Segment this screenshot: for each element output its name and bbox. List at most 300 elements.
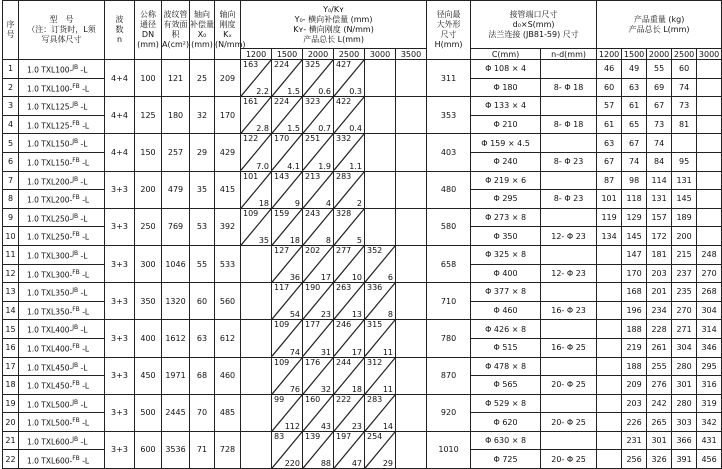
model-prefix: 1.0 TXL300- [27,251,73,261]
weight-cell: 301 [672,376,697,395]
yk-cell [241,283,272,320]
yk-cell [365,208,396,245]
ky-value: 43 [320,421,331,431]
weight-cell [672,134,697,153]
c-cell: Φ 133 × 4 [471,97,541,116]
model-end: -L [78,251,88,261]
weight-cell [597,413,622,432]
weight-cell: 181 [647,245,672,264]
area-cell: 769 [162,208,190,245]
weight-cell [697,171,722,190]
model-cell [19,283,105,302]
header-weight: 产品重量 (kg) 产品总长 L(mm) [597,1,722,49]
area-cell: 257 [162,134,190,171]
weight-cell: 256 [622,450,647,469]
weight-cell: 189 [672,208,697,227]
model-suffix: FB [72,305,80,313]
ky-value: 23 [320,310,331,320]
table-row [3,394,722,413]
ky-value: 10 [351,273,362,283]
yk-cell [334,283,365,320]
header-length-2500: 2500 [334,49,365,60]
weight-cell: 67 [597,152,622,171]
nd-cell: 20- Φ 25 [541,413,597,432]
model-cell [19,60,105,79]
yk-cell [396,134,427,171]
header-c-mm: C(mm) [471,49,541,60]
header-n-d: n-d(mm) [541,49,597,60]
weight-cell: 219 [622,338,647,357]
weight-cell: 73 [672,97,697,116]
model-end: -L [79,195,90,205]
model-prefix: 1.0 TXL100- [27,65,73,75]
yk-cell [272,134,303,171]
weight-cell: 203 [647,264,672,283]
ky-value: 14 [382,421,393,431]
yo-value: 254 [367,431,383,441]
weight-cell: 280 [672,394,697,413]
yk-cell [303,394,334,431]
yk-cell [334,134,365,171]
yo-value: 161 [243,97,259,107]
header-length-1500: 1500 [272,49,303,60]
max-od-cell: 353 [427,97,471,134]
model-cell [19,190,105,209]
weight-cell: 196 [622,301,647,320]
weight-cell [597,376,622,395]
area-cell: 2445 [162,394,190,431]
header-model: 型 号 （注：订货时，L须 写具体尺寸 [19,1,105,60]
yk-cell [303,431,334,468]
model-prefix: 1.0 TXL450- [27,363,73,373]
model-end: -L [79,418,90,428]
yk-cell [334,60,365,97]
c-cell: Φ 515 [471,338,541,357]
model-end: -L [78,65,88,75]
yk-cell [396,171,427,208]
table-row [3,134,722,153]
header-yk-line: 产品总长 L(mm) [303,34,364,44]
model-prefix: 1.0 TXL600- [27,456,73,466]
weight-cell: 49 [622,60,647,79]
weight-cell: 170 [622,264,647,283]
yo-value: 122 [243,134,259,144]
weight-cell: 74 [622,152,647,171]
yk-cell [396,245,427,282]
yo-value: 101 [243,171,259,181]
axial-comp-cell: 29 [190,134,215,171]
ky-value: 112 [284,421,300,431]
yo-value: 160 [305,394,321,404]
yk-cell [303,60,334,97]
weight-cell: 84 [647,152,672,171]
max-od-cell: 870 [427,357,471,394]
yk-cell [241,394,272,431]
yo-value: 224 [274,60,290,69]
row-number: 3 [3,97,19,116]
weight-cell [597,320,622,339]
header-seq: 序 号 [3,1,19,60]
weight-cell: 129 [622,208,647,227]
axial-comp-cell: 71 [190,431,215,468]
model-prefix: 1.0 TXL200- [27,195,73,205]
model-suffix: FB [72,157,80,165]
yo-value: 177 [305,320,321,330]
row-number: 16 [3,338,19,357]
dn-cell: 500 [135,394,162,431]
c-cell: Φ 108 × 4 [471,60,541,79]
spec-table [2,0,722,469]
yk-cell [396,394,427,431]
model-prefix: 1.0 TXL300- [27,270,73,280]
area-cell: 1971 [162,357,190,394]
weight-cell: 87 [597,171,622,190]
nd-cell [541,283,597,302]
yo-value: 99 [274,394,285,404]
c-cell: Φ 240 [471,152,541,171]
weight-cell: 276 [647,376,672,395]
dn-cell: 450 [135,357,162,394]
ky-value: 11 [382,347,393,357]
axial-stiff-cell: 460 [215,357,241,394]
header-yo-ky [241,1,427,49]
axial-stiff-cell: 392 [215,208,241,245]
weight-cell [697,78,722,97]
yo-value: 224 [274,97,290,107]
weight-cell: 314 [697,320,722,339]
model-end: -L [78,177,88,187]
model-prefix: 1.0 TXL100- [27,84,73,94]
row-number: 20 [3,413,19,432]
model-cell [19,450,105,469]
row-number: 9 [3,208,19,227]
model-cell [19,115,105,134]
weight-cell [597,431,622,450]
ky-value: 88 [320,459,331,469]
weight-cell: 391 [672,450,697,469]
ky-value: 2.2 [256,87,269,97]
c-cell: Φ 478 × 8 [471,357,541,376]
weight-cell: 326 [647,450,672,469]
weight-cell: 57 [597,97,622,116]
max-od-cell: 710 [427,283,471,320]
weight-cell: 203 [622,394,647,413]
header-length-1200: 1200 [241,49,272,60]
yo-value: 127 [274,245,290,255]
yo-value: 244 [336,357,352,367]
axial-stiff-cell: 170 [215,97,241,134]
yo-value: 332 [336,134,352,144]
model-cell [19,413,105,432]
weight-cell: 95 [672,152,697,171]
model-prefix: 1.0 TXL450- [27,381,73,391]
axial-comp-cell: 70 [190,394,215,431]
row-number: 8 [3,190,19,209]
model-cell [19,394,105,413]
nd-cell: 8- Φ 18 [541,78,597,97]
weight-cell: 73 [647,115,672,134]
c-cell: Φ 350 [471,227,541,246]
ky-value: 4 [325,198,331,208]
weight-cell [597,283,622,302]
weight-cell [697,208,722,227]
model-suffix: FB [72,454,80,462]
yo-value: 315 [367,320,383,330]
ky-value: 1.5 [287,124,300,134]
model-suffix: JB [72,212,79,220]
model-end: -L [78,400,88,410]
weight-cell: 201 [647,283,672,302]
yk-cell [241,171,272,208]
nd-cell [541,431,597,450]
yk-cell [272,245,303,282]
ky-value: 2.8 [256,124,269,134]
yk-cell [303,320,334,357]
model-suffix: FB [72,119,80,127]
header-connection: 接管端口尺寸 d₀×S(mm) 法兰连接 (JB81-59) 尺寸 [471,1,597,49]
model-end: -L [79,381,90,391]
yk-cell [334,357,365,394]
yk-cell [272,283,303,320]
weight-cell: 261 [647,338,672,357]
model-end: -L [78,214,88,224]
model-prefix: 1.0 TXL500- [27,418,73,428]
yk-cell [365,60,396,97]
model-cell [19,152,105,171]
row-number: 11 [3,245,19,264]
c-cell: Φ 295 [471,190,541,209]
model-cell [19,320,105,339]
model-cell [19,301,105,320]
yk-cell [303,208,334,245]
yk-cell [272,60,303,97]
yo-value: 352 [367,245,383,255]
weight-cell: 271 [672,320,697,339]
waves-cell: 4+4 [105,60,135,97]
model-suffix: FB [72,82,80,90]
yo-value: 325 [305,60,321,69]
weight-cell [697,97,722,116]
c-cell: Φ 725 [471,450,541,469]
ky-value: 6 [387,273,393,283]
yk-cell [241,431,272,468]
area-cell: 1612 [162,320,190,357]
weight-cell: 74 [672,78,697,97]
ky-value: 54 [289,310,300,320]
header-weight-length-2500: 2500 [672,49,697,60]
yk-cell [396,431,427,468]
weight-cell: 101 [597,190,622,209]
header-weight-length-3000: 3000 [697,49,722,60]
yo-value: 109 [243,208,259,218]
model-prefix: 1.0 TXL250- [27,232,73,242]
yk-cell [241,60,272,97]
model-suffix: JB [72,138,79,146]
ky-value: 76 [289,384,300,394]
model-end: -L [78,288,88,298]
weight-cell [597,394,622,413]
yo-value: 202 [305,245,321,255]
ky-value: 1.9 [318,161,331,171]
area-cell: 479 [162,171,190,208]
area-cell: 1046 [162,245,190,282]
model-end: -L [78,102,88,112]
ky-value: 0.6 [318,87,331,97]
header-yk-line: Y₀/Kʏ [323,4,344,14]
row-number: 4 [3,115,19,134]
ky-value: 0.3 [349,87,362,97]
yk-cell [365,357,396,394]
row-number: 1 [3,60,19,79]
ky-value: 29 [382,459,393,469]
yo-value: 139 [305,431,321,441]
c-cell: Φ 565 [471,376,541,395]
yk-cell [334,208,365,245]
model-end: -L [79,121,90,131]
weight-cell: 280 [672,357,697,376]
header-weight-length-1500: 1500 [622,49,647,60]
c-cell: Φ 400 [471,264,541,283]
nd-cell: 20- Φ 25 [541,376,597,395]
yk-cell [272,171,303,208]
axial-comp-cell: 60 [190,283,215,320]
yk-cell [241,97,272,134]
yk-cell [241,320,272,357]
waves-cell: 3+3 [105,245,135,282]
weight-cell: 265 [647,413,672,432]
model-end: -L [78,363,88,373]
model-end: -L [79,344,90,354]
model-cell [19,245,105,264]
axial-stiff-cell: 533 [215,245,241,282]
ky-value: 8 [325,235,331,245]
weight-cell [697,115,722,134]
weight-cell: 145 [672,190,697,209]
weight-cell: 67 [622,134,647,153]
axial-comp-cell: 32 [190,97,215,134]
weight-cell: 248 [697,245,722,264]
weight-cell: 55 [647,60,672,79]
weight-cell: 209 [622,376,647,395]
yo-value: 176 [305,357,321,367]
weight-cell: 270 [672,301,697,320]
waves-cell: 3+3 [105,431,135,468]
header-waves: 波 数 n [105,1,135,60]
ky-value: 0.4 [349,124,362,134]
weight-cell: 60 [597,78,622,97]
waves-cell: 3+3 [105,208,135,245]
axial-comp-cell: 55 [190,245,215,282]
waves-cell: 4+4 [105,97,135,134]
model-prefix: 1.0 TXL350- [27,307,73,317]
weight-cell: 342 [697,413,722,432]
max-od-cell: 658 [427,245,471,282]
row-number: 10 [3,227,19,246]
weight-cell: 200 [672,227,697,246]
axial-stiff-cell: 429 [215,134,241,171]
model-suffix: FB [72,380,80,388]
ky-value: 1.5 [287,87,300,97]
weight-cell: 268 [697,283,722,302]
table-row [3,431,722,450]
yo-value: 283 [367,394,383,404]
nd-cell: 8- Φ 18 [541,115,597,134]
weight-cell: 81 [672,115,697,134]
axial-comp-cell: 35 [190,171,215,208]
table-row [3,283,722,302]
model-prefix: 1.0 TXL350- [27,288,73,298]
table-row [3,60,722,79]
dn-cell: 600 [135,431,162,468]
ky-value: 18 [351,384,362,394]
weight-cell: 303 [672,413,697,432]
weight-cell: 270 [697,264,722,283]
model-end: -L [79,270,90,280]
nd-cell: 12- Φ 23 [541,264,597,283]
waves-cell: 4+4 [105,134,135,171]
waves-cell: 3+3 [105,283,135,320]
model-prefix: 1.0 TXL400- [27,325,73,335]
header-yk-line: Kʏ- 横向刚度 (N/mm) [293,24,374,34]
yo-value: 83 [274,431,285,441]
model-suffix: JB [72,435,79,443]
model-end: -L [79,456,90,466]
nd-cell: 16- Φ 23 [541,301,597,320]
row-number: 22 [3,450,19,469]
yk-cell [365,394,396,431]
model-cell [19,357,105,376]
ky-value: 1.1 [349,161,362,171]
axial-comp-cell: 53 [190,208,215,245]
yo-value: 323 [305,97,321,107]
ky-value: 9 [294,198,300,208]
yo-value: 109 [274,357,290,367]
header-area: 波纹管 有效面 积 A(cm²) [162,1,190,60]
header-weight-length-1200: 1200 [597,49,622,60]
weight-cell: 215 [672,245,697,264]
weight-cell: 188 [622,320,647,339]
c-cell: Φ 159 × 4.5 [471,134,541,153]
yk-cell [396,320,427,357]
header-axial-stiff: 轴向 刚度 Kₓ (N/mm) [215,1,241,60]
weight-cell: 304 [672,338,697,357]
ky-value: 18 [289,235,300,245]
c-cell: Φ 630 × 8 [471,431,541,450]
dn-cell: 250 [135,208,162,245]
ky-value: 5 [356,235,362,245]
weight-cell: 114 [647,171,672,190]
yo-value: 312 [367,357,383,367]
weight-cell: 456 [697,450,722,469]
header-length-3000: 3000 [365,49,396,60]
model-cell [19,171,105,190]
nd-cell [541,320,597,339]
c-cell: Φ 325 × 8 [471,245,541,264]
axial-comp-cell: 25 [190,60,215,97]
nd-cell [541,245,597,264]
weight-cell: 61 [622,97,647,116]
header-length-3500: 3500 [396,49,427,60]
yk-cell [272,394,303,431]
weight-cell: 65 [622,115,647,134]
yk-cell [334,97,365,134]
model-suffix: FB [72,231,80,239]
model-suffix: JB [72,398,79,406]
yo-value: 246 [336,320,352,330]
row-number: 6 [3,152,19,171]
yk-cell [365,431,396,468]
yk-cell [303,134,334,171]
